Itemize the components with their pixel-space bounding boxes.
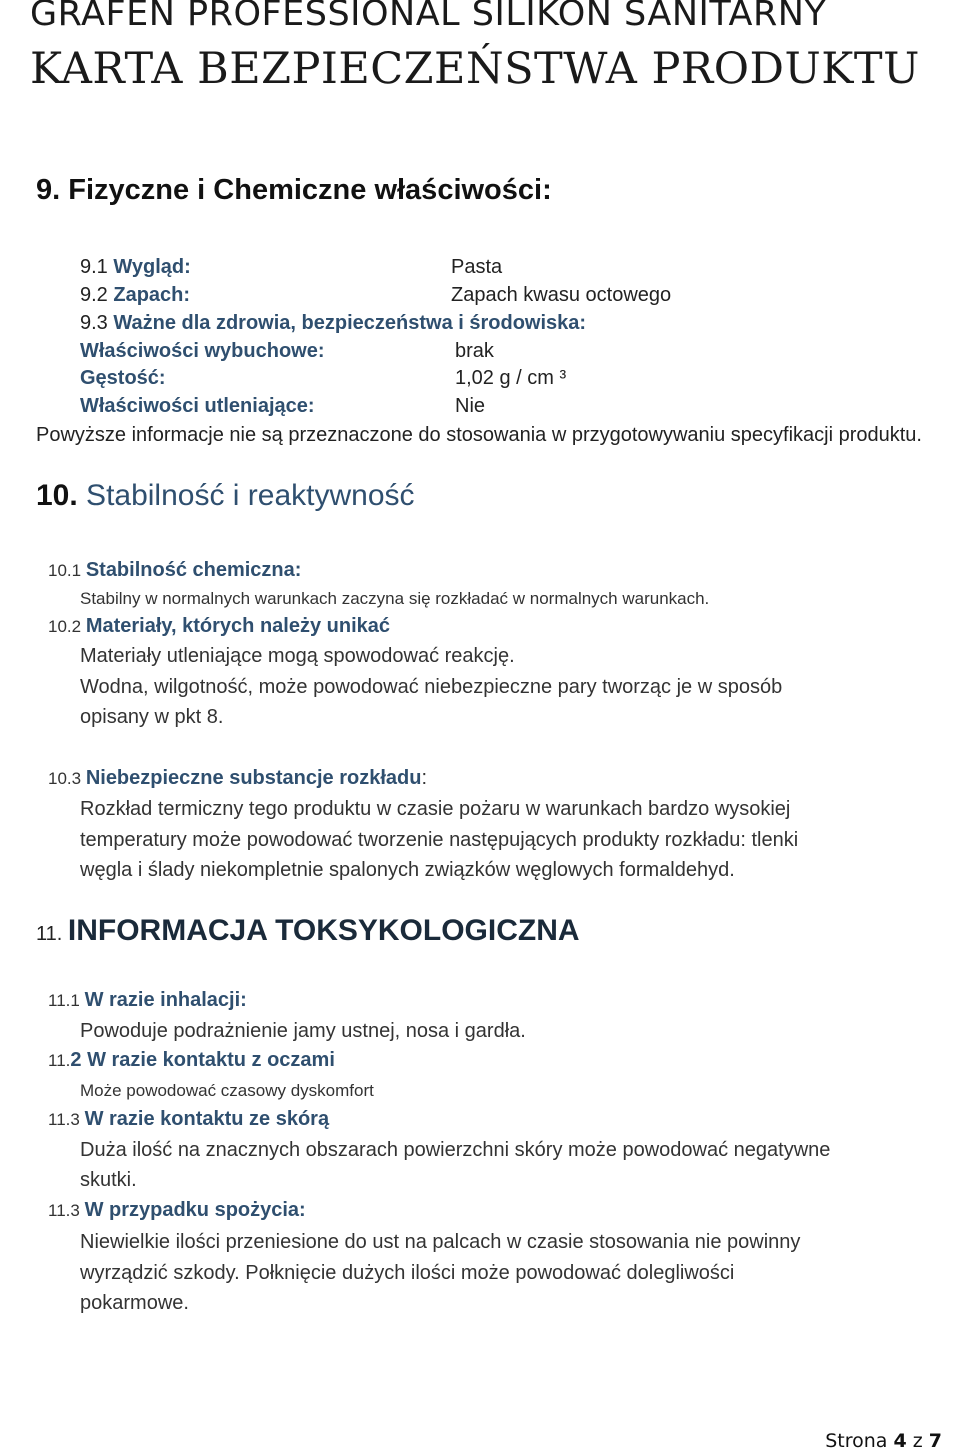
paragraph-line: Może powodować czasowy dyskomfort [80,1081,374,1100]
row-label: Zapach: [113,284,191,306]
paragraph-line: wyrządzić szkody. Połknięcie dużych ilości może powodować dolegliwości [80,1262,735,1284]
row-number: 9.3 [80,312,114,334]
prop-density-label: Gęstość: [80,367,166,389]
subsection-label: Niebezpieczne substancje rozkładu [85,767,422,789]
subsection-colon: : [421,767,428,789]
paragraph-line: skutki. [80,1169,137,1191]
subsection-number: 10.2 [48,617,86,636]
paragraph-line: Duża ilość na znacznych obszarach powierzchni skóry może powodować negatywne [80,1139,831,1161]
subsection-9-3 [80,312,586,335]
row-number: 9.2 [80,284,114,306]
subsection-10-2 [48,615,390,638]
row-wyglad-value: Pasta [451,256,503,278]
subsection-number: 10.1 [48,561,86,580]
section-title-text: Stabilność i reaktywność [77,479,415,512]
section-title-text: INFORMACJA TOKSYKOLOGICZNA [67,914,580,947]
subsection-10-1-text: Stabilny w normalnych warunkach zaczyna się rozkładać w normalnych warunkach. [80,589,710,608]
page-number [825,1430,942,1452]
prop-oxidizing-label: Właściwości utleniające: [80,395,315,417]
row-label: Wygląd: [113,256,191,278]
prop-density-value: 1,02 g / cm ³ [455,367,567,389]
paragraph-line: opisany w pkt 8. [80,706,224,728]
paragraph-line: temperatury może powodować tworzenie następujących produkty rozkładu: tlenki [80,829,799,851]
paragraph-line: pokarmowe. [80,1292,189,1314]
subsection-10-1 [48,559,301,582]
prop-explosive-label: Właściwości wybuchowe: [80,340,325,362]
section-10-title [36,479,415,513]
row-label: Ważne dla zdrowia, bezpieczeństwa i środowiska: [113,312,587,334]
total-pages: 7 [928,1430,942,1452]
subsection-label: W przypadku spożycia: [84,1199,306,1221]
document-header-product: GRAFEN PROFESSIONAL SILIKON SANITARNY [30,0,827,34]
subsection-label: W razie kontaktu ze skórą [84,1108,330,1130]
paragraph-line: Materiały utleniające mogą spowodować reakcję. [80,645,515,667]
section-11-title [36,914,580,948]
section-number: 11. [36,923,68,945]
prop-oxidizing-value: Nie [455,395,486,417]
subsection-label: W razie kontaktu z oczami [87,1049,335,1071]
section-9-note: Powyższe informacje nie są przeznaczone do stosowania w przygotowywaniu specyfikacji produktu. [36,424,922,446]
current-page: 4 [893,1430,907,1452]
row-wyglad-label [80,256,191,279]
paragraph-line: Niewielkie ilości przeniesione do ust na palcach w czasie stosowania nie powinny [80,1231,801,1253]
section-9-title: 9. Fizyczne i Chemiczne właściwości: [36,174,552,206]
paragraph-line: Wodna, wilgotność, może powodować niebezpieczne pary tworząc je w sposób [80,676,783,698]
subsection-label: Materiały, których należy unikać [85,615,391,637]
page-label: Strona [825,1430,894,1452]
subsection-number: 11.3 [48,1201,85,1220]
subsection-label: W razie inhalacji: [84,989,247,1011]
paragraph-line: węgla i ślady niekompletnie spalonych związków węglowych formaldehyd. [80,859,735,881]
subsection-number: 11. [48,1051,71,1070]
subsection-10-3 [48,767,427,790]
subsection-label: Stabilność chemiczna: [85,559,302,581]
subsection-number: 10.3 [48,769,86,788]
subsection-11-1 [48,989,247,1012]
row-number: 9.1 [80,256,114,278]
subsection-11-2 [48,1049,335,1072]
subsection-number: 11.1 [48,991,85,1010]
subsection-11-3 [48,1108,329,1131]
section-number: 10. [36,479,78,512]
subsection-11-4 [48,1199,306,1222]
row-zapach-value: Zapach kwasu octowego [451,284,672,306]
subsection-number-suffix: 2 [70,1049,88,1071]
paragraph-line: Rozkład termiczny tego produktu w czasie pożaru w warunkach bardzo wysokiej [80,798,791,820]
document-header-title: KARTA BEZPIECZEŃSTWA PRODUKTU [30,44,920,94]
row-zapach-label [80,284,190,307]
paragraph-line: Powoduje podrażnienie jamy ustnej, nosa i gardła. [80,1020,526,1042]
prop-explosive-value: brak [455,340,494,362]
subsection-number: 11.3 [48,1110,85,1129]
page-separator: z [906,1430,929,1452]
